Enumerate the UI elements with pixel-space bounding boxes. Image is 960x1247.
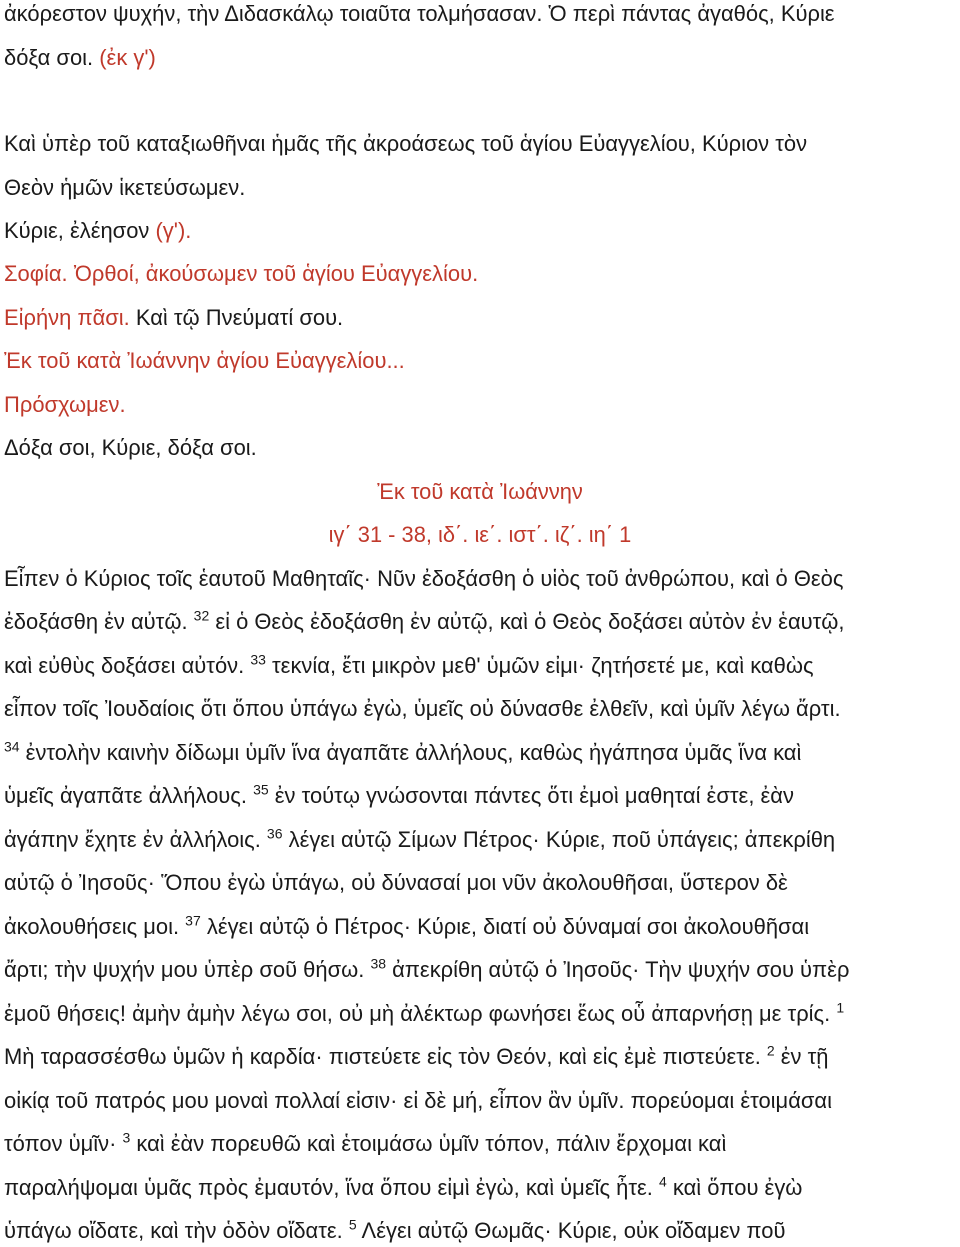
gospel-line-5 <box>4 740 960 766</box>
gospel-text: ἐμοῦ θήσεις! ἀμὴν ἀμὴν λέγω σοι, οὐ μὴ ἀλέκτωρ φωνήσει ἕως οὗ ἀπαρνήσῃ με τρίς. <box>4 1001 837 1026</box>
gospel-text: αὐτῷ ὁ Ἰησοῦς· Ὅπου ἐγὼ ὑπάγω, οὐ δύνασαί μοι νῦν ἀκολουθῆσαι, ὕστερον δὲ <box>4 870 788 895</box>
gospel-line-9 <box>4 914 960 940</box>
verse-number: 33 <box>250 651 266 668</box>
gospel-text: τεκνία, ἔτι μικρὸν μεθ' ὑμῶν εἰμι· ζητήσετέ με, καὶ καθὼς <box>265 653 814 678</box>
gospel-line-11 <box>4 1001 960 1027</box>
gospel-reference <box>0 522 960 548</box>
verse-number: 4 <box>658 1173 667 1190</box>
gospel-heading <box>0 479 960 505</box>
gospel-text: εἶπον τοῖς Ἰουδαίοις ὅτι ὅπου ὑπάγω ἐγὼ, ὑμεῖς οὐ δύνασθε ἐλθεῖν, καὶ ὑμῖν λέγω ἄρτι. <box>4 696 841 721</box>
gospel-text: Λέγει αὐτῷ Θωμᾶς· Κύριε, οὐκ οἴδαμεν ποῦ <box>356 1218 786 1243</box>
gospel-text: ἐν τούτῳ γνώσονται πάντες ὅτι ἐμοὶ μαθηταί ἐστε, ἐὰν <box>268 783 794 808</box>
litany-line-1 <box>4 131 960 157</box>
gospel-line-8 <box>4 870 960 896</box>
gospel-line-2 <box>4 609 960 635</box>
litany-text: Καὶ τῷ Πνεύματί σου. <box>135 305 344 330</box>
gospel-text: ὑπάγω οἴδατε, καὶ τὴν ὁδὸν οἴδατε. <box>4 1218 349 1243</box>
gospel-heading-title: Ἐκ τοῦ κατὰ Ἰωάννην <box>377 479 583 504</box>
verse-number: 5 <box>348 1216 357 1233</box>
gospel-text: εἰ ὁ Θεὸς ἐδοξάσθη ἐν αὐτῷ, καὶ ὁ Θεὸς δοξάσει αὐτὸν ἐν ἑαυτῷ, <box>209 609 845 634</box>
gospel-line-13 <box>4 1088 960 1114</box>
prayer-text: ἀκόρεστον ψυχήν, τὴν Διδασκάλῳ τοιαῦτα τολμήσασαν. Ὁ περὶ πάντας ἀγαθός, Κύριε <box>4 1 835 26</box>
litany-line-2 <box>4 175 960 201</box>
verse-number: 34 <box>4 738 20 755</box>
litany-text: Κύριε, ἐλέησον <box>4 218 156 243</box>
litany-line-6 <box>4 348 960 374</box>
gospel-text: ἄρτι; τὴν ψυχήν μου ὑπὲρ σοῦ θήσω. <box>4 957 371 982</box>
gospel-text: ἐδοξάσθη ἐν αὐτῷ. <box>4 609 194 634</box>
litany-line-7 <box>4 392 960 418</box>
verse-number: 2 <box>766 1042 775 1059</box>
gospel-text: τόπον ὑμῖν· <box>4 1131 123 1156</box>
gospel-text: ἀγάπην ἔχητε ἐν ἀλλήλοις. <box>4 827 267 852</box>
gospel-text: ἐν τῇ <box>774 1044 829 1069</box>
litany-line-5 <box>4 305 960 331</box>
gospel-line-12 <box>4 1044 960 1070</box>
gospel-line-4 <box>4 696 960 722</box>
gospel-text: καὶ εὐθὺς δοξάσει αὐτόν. <box>4 653 251 678</box>
verse-number: 32 <box>193 607 210 624</box>
litany-text: Καὶ ὑπὲρ τοῦ καταξιωθῆναι ἡμᾶς τῆς ἀκροάσεως τοῦ ἁγίου Εὐαγγελίου, Κύριον τὸν <box>4 131 808 156</box>
litany-line-4 <box>4 261 960 287</box>
gospel-text: ἐντολὴν καινὴν δίδωμι ὑμῖν ἵνα ἀγαπᾶτε ἀλλήλους, καθὼς ἠγάπησα ὑμᾶς ἵνα καὶ <box>19 740 802 765</box>
litany-line-3 <box>4 218 960 244</box>
gospel-text: καὶ ὅπου ἐγὼ <box>666 1175 803 1200</box>
verse-number: 36 <box>266 825 283 842</box>
gospel-text: ὑμεῖς ἀγαπᾶτε ἀλλήλους. <box>4 783 254 808</box>
verse-number: 35 <box>253 781 269 798</box>
gospel-reference-text: ιγ΄ 31 - 38, ιδ΄. ιε΄. ιστ΄. ιζ΄. ιη΄ 1 <box>328 522 632 547</box>
gospel-text: λέγει αὐτῷ Σίμων Πέτρος· Κύριε, ποῦ ὑπάγεις; ἀπεκρίθη <box>282 827 836 852</box>
gospel-line-3 <box>4 653 960 679</box>
verse-number: 38 <box>370 955 387 972</box>
gospel-line-15 <box>4 1175 960 1201</box>
prayer-line-2 <box>4 45 960 71</box>
verse-number: 37 <box>185 912 201 929</box>
gospel-text: ἀκολουθήσεις μοι. <box>4 914 186 939</box>
prayer-line-1 <box>4 1 960 27</box>
gospel-text: λέγει αὐτῷ ὁ Πέτρος· Κύριε, διατί οὐ δύναμαί σοι ἀκολουθῆσαι <box>200 914 810 939</box>
gospel-line-7 <box>4 827 960 853</box>
gospel-text: Μὴ ταρασσέσθω ὑμῶν ἡ καρδία· πιστεύετε εἰς τὸν Θεόν, καὶ εἰς ἐμὲ πιστεύετε. <box>4 1044 767 1069</box>
gospel-text: καὶ ἐὰν πορευθῶ καὶ ἑτοιμάσω ὑμῖν τόπον, πάλιν ἔρχομαι καὶ <box>130 1131 727 1156</box>
litany-line-8 <box>4 435 960 461</box>
prayer-text: δόξα σοι. <box>4 45 100 70</box>
gospel-line-6 <box>4 783 960 809</box>
gospel-line-16 <box>4 1218 960 1244</box>
gospel-text: Εἶπεν ὁ Κύριος τοῖς ἑαυτοῦ Μαθηταῖς· Νῦν ἐδοξάσθη ὁ υἱὸς τοῦ ἀνθρώπου, καὶ ὁ Θεὸς <box>4 566 844 591</box>
rubric-text: Εἰρήνη πᾶσι. <box>4 305 136 330</box>
gospel-text: ἀπεκρίθη αὐτῷ ὁ Ἰησοῦς· Τὴν ψυχήν σου ὑπὲρ <box>386 957 850 982</box>
litany-text: Ἐκ τοῦ κατὰ Ἰωάννην ἁγίου Εὐαγγελίου... <box>4 348 405 373</box>
verse-number: 3 <box>122 1129 131 1146</box>
verse-number: 1 <box>836 999 845 1016</box>
litany-text: Δόξα σοι, Κύριε, δόξα σοι. <box>4 435 257 460</box>
gospel-text: οἰκίᾳ τοῦ πατρός μου μοναὶ πολλαί εἰσιν· εἰ δὲ μή, εἶπον ἂν ὑμῖν. πορεύομαι ἑτοιμάσαι <box>4 1088 832 1113</box>
rubric-text: (ἐκ γ') <box>99 45 156 70</box>
gospel-line-14 <box>4 1131 960 1157</box>
litany-text: Σοφία. Ὀρθοί, ἀκούσωμεν τοῦ ἁγίου Εὐαγγελίου. <box>4 261 479 286</box>
gospel-line-1 <box>4 566 960 592</box>
gospel-line-10 <box>4 957 960 983</box>
gospel-text: παραλήψομαι ὑμᾶς πρὸς ἐμαυτόν, ἵνα ὅπου εἰμὶ ἐγὼ, καὶ ὑμεῖς ἦτε. <box>4 1175 659 1200</box>
litany-text: Θεὸν ἡμῶν ἱκετεύσωμεν. <box>4 175 246 200</box>
rubric-text: (γ'). <box>155 218 192 243</box>
litany-text: Πρόσχωμεν. <box>4 392 126 417</box>
